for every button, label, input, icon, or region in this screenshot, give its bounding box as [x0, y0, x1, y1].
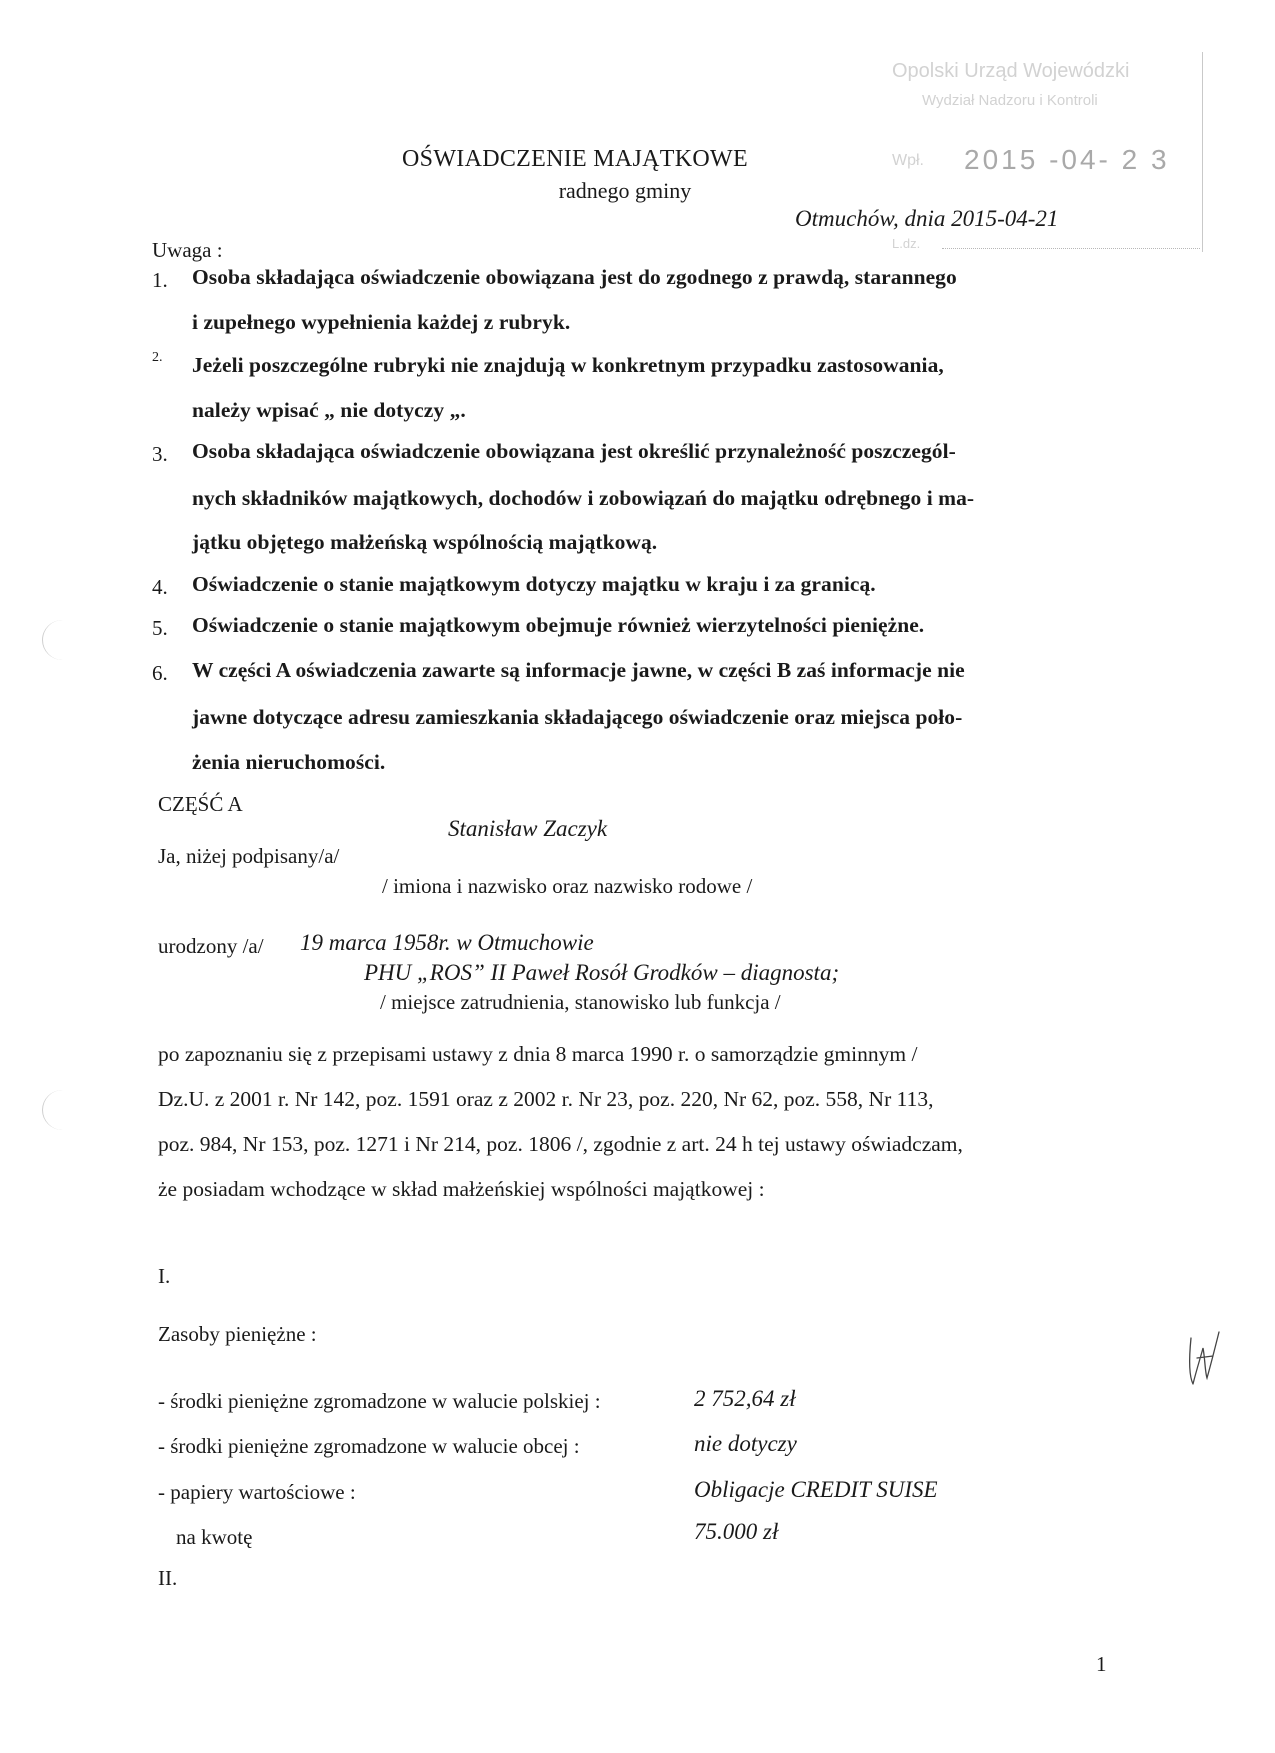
note-number: 2. — [152, 350, 163, 365]
scan-mark — [42, 620, 83, 660]
note-line: i zupełnego wypełnienia każdej z rubryk. — [192, 310, 571, 334]
note-line: Osoba składająca oświadczenie obowiązana jest do zgodnego z prawdą, starannego — [192, 265, 957, 289]
employment-caption: / miejsce zatrudnienia, stanowisko lub funkcja / — [380, 990, 781, 1014]
funds-value: 2 752,64 zł — [694, 1386, 796, 1411]
note-line: Oświadczenie o stanie majątkowym dotyczy majątku w kraju i za granicą. — [192, 572, 876, 596]
declarant-label: Ja, niżej podpisany/a/ — [158, 844, 340, 868]
stamp-office-line1: Opolski Urząd Wojewódzki — [892, 60, 1130, 82]
note-line: Oświadczenie o stanie majątkowym obejmuje również wierzytelności pieniężne. — [192, 613, 925, 637]
note-number: 4. — [152, 575, 168, 599]
note-line: W części A oświadczenia zawarte są informacje jawne, w części B zaś informacje nie — [192, 658, 965, 682]
stamp-number-label: L.dz. — [892, 236, 921, 251]
stamp-dotted-line — [942, 248, 1200, 249]
statement-line: po zapoznaniu się z przepisami ustawy z dnia 8 marca 1990 r. o samorządzie gminnym / — [158, 1042, 918, 1066]
document-subtitle: radnego gminy — [558, 178, 692, 203]
note-line: żenia nieruchomości. — [192, 750, 386, 774]
stamp-received-date: 2015 -04- 2 3 — [964, 144, 1170, 175]
funds-label: - środki pieniężne zgromadzone w walucie obcej : — [158, 1434, 580, 1458]
stamp-received-label: Wpł. — [892, 152, 924, 169]
funds-label: - papiery wartościowe : — [158, 1480, 356, 1504]
note-line: jątku objętego małżeńską wspólnością majątkową. — [192, 530, 658, 554]
note-number: 3. — [152, 442, 168, 466]
statement-line: że posiadam wchodzące w skład małżeńskiej wspólności majątkowej : — [158, 1177, 765, 1201]
funds-label: - środki pieniężne zgromadzone w walucie polskiej : — [158, 1389, 601, 1413]
note-number: 6. — [152, 661, 168, 685]
note-number: 5. — [152, 616, 168, 640]
section-1-roman: I. — [158, 1264, 171, 1288]
part-a-heading: CZĘŚĆ A — [158, 792, 243, 816]
document-title: OŚWIADCZENIE MAJĄTKOWE — [402, 146, 748, 172]
born-value: 19 marca 1958r. w Otmuchowie — [300, 930, 594, 955]
scan-mark — [42, 1090, 83, 1130]
funds-label: na kwotę — [176, 1525, 253, 1549]
note-line: należy wpisać „ nie dotyczy „. — [192, 398, 466, 422]
place-and-date: Otmuchów, dnia 2015-04-21 — [795, 206, 1059, 231]
note-line: Osoba składająca oświadczenie obowiązana jest określić przynależność poszczegól- — [192, 439, 956, 463]
name-caption: / imiona i nazwisko oraz nazwisko rodowe / — [382, 874, 753, 898]
page-number: 1 — [1096, 1652, 1107, 1676]
funds-value: 75.000 zł — [694, 1519, 779, 1544]
statement-line: Dz.U. z 2001 r. Nr 142, poz. 1591 oraz z 2002 r. Nr 23, poz. 220, Nr 62, poz. 558, Nr 113, — [158, 1087, 934, 1111]
note-line: nych składników majątkowych, dochodów i zobowiązań do majątku odrębnego i ma- — [192, 486, 975, 510]
note-number: 1. — [152, 268, 168, 292]
note-line: Jeżeli poszczególne rubryki nie znajdują w konkretnym przypadku zastosowania, — [192, 353, 944, 377]
funds-value: nie dotyczy — [694, 1431, 797, 1456]
section-1-heading: Zasoby pieniężne : — [158, 1322, 317, 1346]
note-line: jawne dotyczące adresu zamieszkania składającego oświadczenie oraz miejsca poło- — [192, 705, 963, 729]
funds-value: Obligacje CREDIT SUISE — [694, 1477, 938, 1502]
employment-value: PHU „ROS” II Paweł Rosół Grodków – diagnosta; — [364, 960, 840, 985]
born-label: urodzony /a/ — [158, 934, 264, 958]
section-2-roman: II. — [158, 1566, 178, 1590]
stamp-office-line2: Wydział Nadzoru i Kontroli — [922, 92, 1098, 109]
statement-line: poz. 984, Nr 153, poz. 1271 i Nr 214, poz. 1806 /, zgodnie z art. 24 h tej ustawy oświadczam, — [158, 1132, 963, 1156]
notes-heading: Uwaga : — [152, 238, 223, 262]
handwritten-initials — [1183, 1328, 1223, 1388]
declarant-name: Stanisław Zaczyk — [448, 816, 608, 841]
